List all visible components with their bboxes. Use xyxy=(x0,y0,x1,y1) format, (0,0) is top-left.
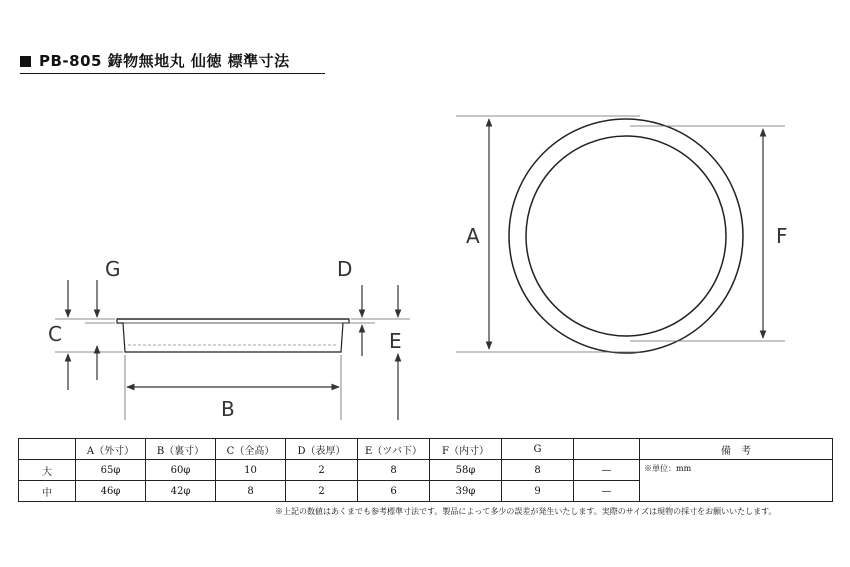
title-text: PB-805 鋳物無地丸 仙徳 標準寸法 xyxy=(39,52,290,70)
header-cell: B（裏寸） xyxy=(146,439,216,460)
table-cell: — xyxy=(574,460,640,481)
label-g: G xyxy=(105,257,121,281)
label-d: D xyxy=(337,257,353,281)
table-cell: 9 xyxy=(502,481,574,502)
table-cell: 39φ xyxy=(430,481,502,502)
table-cell: 10 xyxy=(216,460,286,481)
table-cell: 8 xyxy=(216,481,286,502)
table-cell: 46φ xyxy=(76,481,146,502)
header-cell xyxy=(574,439,640,460)
label-b: B xyxy=(221,397,235,421)
top-dimension-arrows xyxy=(489,119,763,349)
table-cell: 58φ xyxy=(430,460,502,481)
header-cell: F（内寸） xyxy=(430,439,502,460)
table-cell: 大 xyxy=(19,460,76,481)
table-cell: 42φ xyxy=(146,481,216,502)
remarks-cell: ※単位：mm xyxy=(640,460,833,502)
header-cell: 備 考 xyxy=(640,439,833,460)
table-cell: 中 xyxy=(19,481,76,502)
header-cell: C（全高） xyxy=(216,439,286,460)
table-cell: 2 xyxy=(286,460,358,481)
top-extension-lines xyxy=(456,116,785,352)
outer-ring xyxy=(509,119,743,353)
table-cell: — xyxy=(574,481,640,502)
header-cell xyxy=(19,439,76,460)
header-cell: E（ツバ下） xyxy=(358,439,430,460)
label-f: F xyxy=(776,224,788,248)
table-cell: 8 xyxy=(358,460,430,481)
table-cell: 65φ xyxy=(76,460,146,481)
table-cell: 2 xyxy=(286,481,358,502)
table-cell: 8 xyxy=(502,460,574,481)
table-row xyxy=(19,460,833,481)
label-a: A xyxy=(466,224,480,248)
table-cell: 60φ xyxy=(146,460,216,481)
label-c: C xyxy=(48,322,62,346)
inner-ring xyxy=(526,136,726,336)
plate-top-view xyxy=(509,119,743,353)
dimension-table xyxy=(18,438,833,502)
footnote: ※上記の数値はあくまでも参考標準寸法です。製品によって多少の誤差が発生いたします。実際のサイズは現物の採寸をお願いいたします。 xyxy=(275,507,777,516)
table-header-row xyxy=(19,439,833,460)
header-cell: D（表厚） xyxy=(286,439,358,460)
header-cell: G xyxy=(502,439,574,460)
table-cell: 6 xyxy=(358,481,430,502)
plate-side-profile xyxy=(117,319,349,352)
label-e: E xyxy=(389,329,402,353)
header-cell: A（外寸） xyxy=(76,439,146,460)
